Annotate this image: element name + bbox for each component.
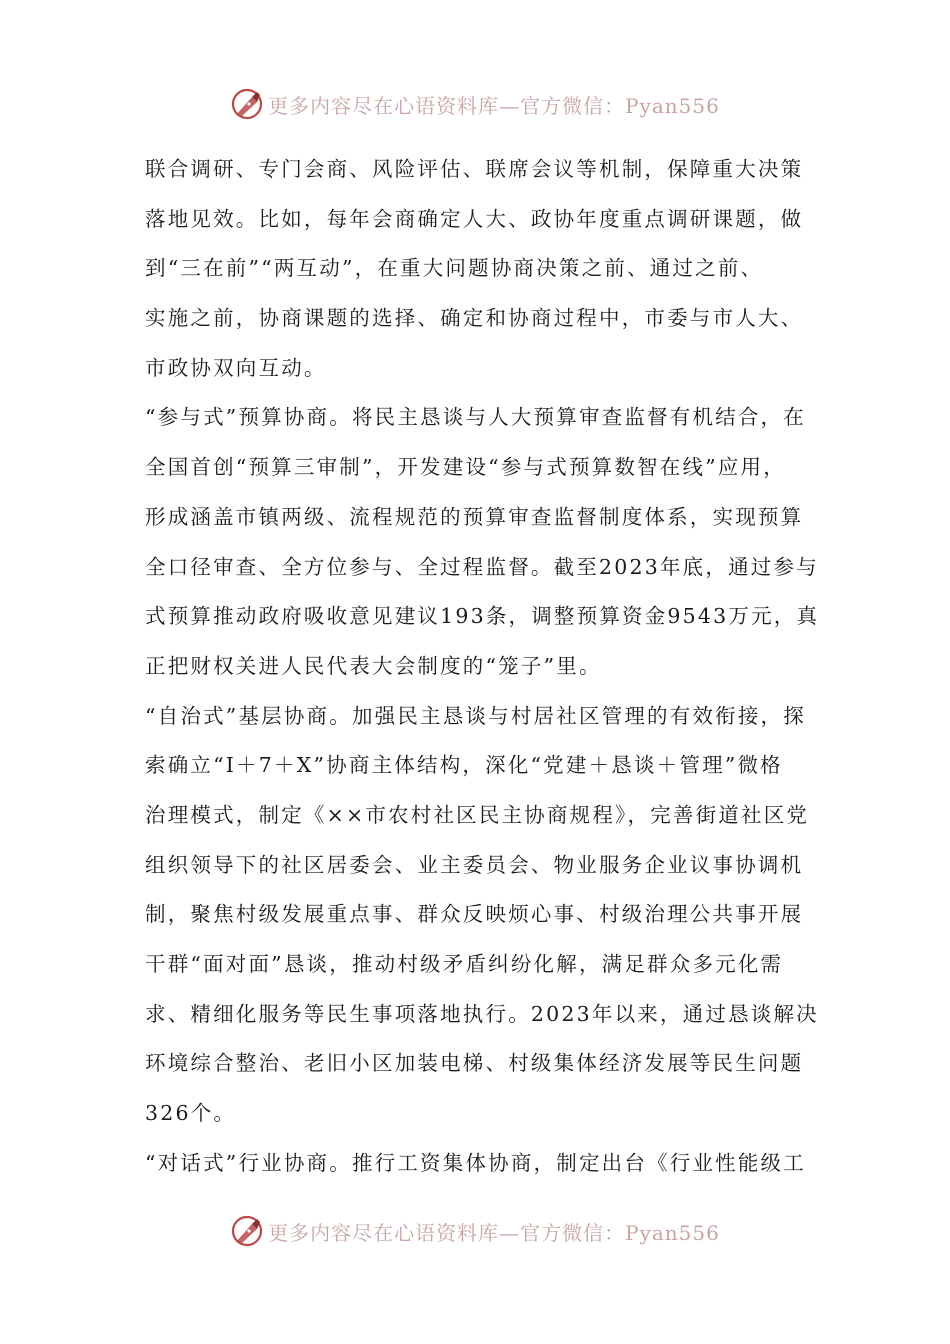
- header-banner-text: 更多内容尽在心语资料库—官方微信：Pyan556: [268, 93, 720, 118]
- text-line: 组织领导下的社区居委会、业主委员会、物业服务企业议事协调机: [145, 852, 804, 877]
- text-line: 全国首创“预算三审制”，开发建设“参与式预算数智在线”应用，: [145, 455, 786, 480]
- text-line: 索确立“I＋7＋X”协商主体结构，深化“党建＋恳谈＋管理”微格: [145, 753, 783, 778]
- text-line: 市政协双向互动。: [145, 355, 327, 380]
- text-line: 全口径审查、全方位参与、全过程监督。截至2023年底，通过参与: [145, 554, 819, 579]
- text-line: 到“三在前”“两互动”，在重大问题协商决策之前、通过之前、: [145, 256, 764, 281]
- text-line: 治理模式，制定《××市农村社区民主协商规程》，完善街道社区党: [145, 802, 810, 827]
- paragraph-heading-line: “对话式”行业协商。推行工资集体协商，制定出台《行业性能级工: [145, 1150, 806, 1175]
- text-line: 干群“面对面”恳谈，推动村级矛盾纠纷化解，满足群众多元化需: [145, 952, 784, 976]
- footer-banner: [0, 1211, 950, 1251]
- document-body: [145, 145, 820, 1188]
- paragraph-heading-line: “自治式”基层协商。加强民主恳谈与村居社区管理的有效衔接，探: [145, 703, 806, 728]
- pen-nib-logo-icon: [230, 1214, 264, 1248]
- text-line: 正把财权关进人民代表大会制度的“笼子”里。: [145, 653, 602, 678]
- text-line: 落地见效。比如，每年会商确定人大、政协年度重点调研课题，做: [145, 206, 804, 231]
- text-line: 326个。: [145, 1101, 237, 1126]
- text-line: 联合调研、专门会商、风险评估、联席会议等机制，保障重大决策: [145, 157, 804, 181]
- text-line: 求、精细化服务等民生事项落地执行。2023年以来，通过恳谈解决: [145, 1001, 819, 1026]
- text-line: 制，聚焦村级发展重点事、群众反映烦心事、村级治理公共事开展: [145, 902, 804, 927]
- paragraph-heading-line: “参与式”预算协商。将民主恳谈与人大预算审查监督有机结合，在: [145, 405, 806, 430]
- text-line: 实施之前，协商课题的选择、确定和协商过程中，市委与市人大、: [145, 306, 804, 331]
- text-line: 环境综合整治、老旧小区加装电梯、村级集体经济发展等民生问题: [145, 1051, 804, 1076]
- footer-banner-text: 更多内容尽在心语资料库—官方微信：Pyan556: [268, 1220, 720, 1245]
- header-banner: [0, 84, 950, 124]
- text-line: 式预算推动政府吸收意见建议193条，调整预算资金9543万元，真: [145, 604, 820, 629]
- pen-nib-logo-icon: [230, 87, 264, 121]
- text-line: 形成涵盖市镇两级、流程规范的预算审查监督制度体系，实现预算: [145, 504, 804, 529]
